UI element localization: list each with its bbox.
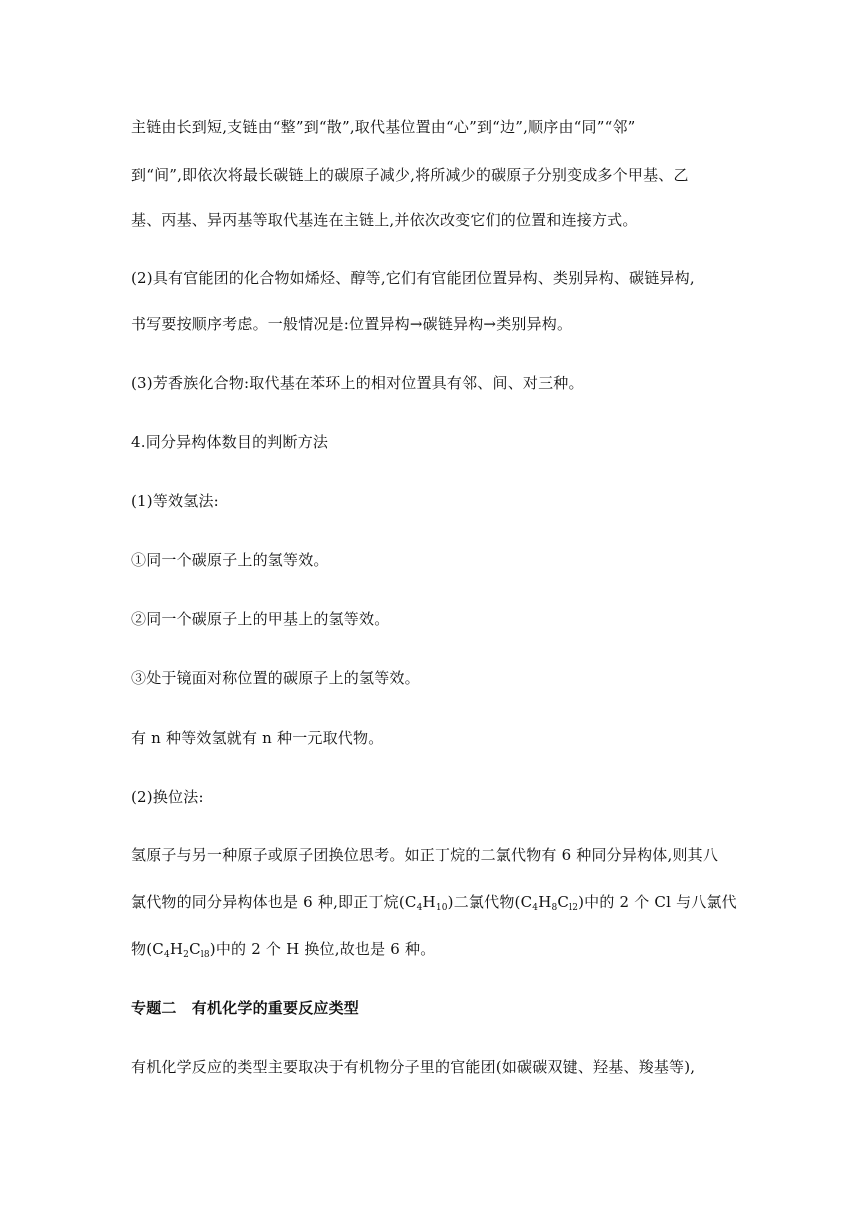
subscript: l8 (200, 950, 210, 960)
subscript: 4 (416, 903, 423, 913)
text-run: 物(C (131, 940, 164, 958)
list-item: ①同一个碳原子上的氢等效。 (131, 551, 329, 569)
subscript: l2 (569, 903, 579, 913)
section-heading: 专题二 有机化学的重要反应类型 (131, 999, 360, 1017)
subscript: 2 (183, 950, 190, 960)
paragraph-line: (2)换位法: (131, 788, 204, 806)
subscript: 8 (551, 903, 558, 913)
paragraph-line: 基、丙基、异丙基等取代基连在主链上,并依次改变它们的位置和连接方式。 (131, 211, 638, 229)
paragraph-line: (3)芳香族化合物:取代基在苯环上的相对位置具有邻、间、对三种。 (131, 374, 584, 392)
text-run: H (169, 940, 184, 958)
list-item: ③处于镜面对称位置的碳原子上的氢等效。 (131, 669, 420, 687)
paragraph-line: (2)具有官能团的化合物如烯烃、醇等,它们有官能团位置异构、类别异构、碳链异构, (131, 269, 695, 287)
text-run: H (538, 893, 552, 911)
list-item: ②同一个碳原子上的甲基上的氢等效。 (131, 610, 390, 628)
paragraph-line: 有机化学反应的类型主要取决于有机物分子里的官能团(如碳碳双键、羟基、羧基等), (131, 1058, 696, 1076)
text-run: H (422, 893, 436, 911)
subscript: 4 (532, 903, 539, 913)
text-run: C (557, 893, 570, 911)
subscript: 10 (435, 903, 448, 913)
subscript: 4 (163, 950, 170, 960)
text-run: )中的 2 个 Cl 与八氯代 (578, 893, 737, 911)
paragraph-line: 主链由长到短,支链由“整”到“散”,取代基位置由“心”到“边”,顺序由“同”“邻” (131, 118, 636, 136)
paragraph-line: 氢原子与另一种原子或原子团换位思考。如正丁烷的二氯代物有 6 种同分异构体,则其八 (131, 846, 719, 864)
paragraph-line: 有 n 种等效氢就有 n 种一元取代物。 (131, 729, 384, 747)
section-title: 4.同分异构体数目的判断方法 (131, 433, 329, 451)
text-run: 氯代物的同分异构体也是 6 种,即正丁烷(C (131, 893, 417, 911)
paragraph-line: 到“间”,即依次将最长碳链上的碳原子减少,将所减少的碳原子分别变成多个甲基、乙 (131, 166, 689, 184)
paragraph-line: 书写要按顺序考虑。一般情况是:位置异构→碳链异构→类别异构。 (131, 315, 573, 333)
text-run: )中的 2 个 H 换位,故也是 6 种。 (209, 940, 436, 958)
paragraph-line-formula (131, 939, 741, 959)
text-run: )二氯代物(C (447, 893, 533, 911)
paragraph-line-formula (131, 892, 741, 912)
text-run: C (189, 940, 201, 958)
paragraph-line: (1)等效氢法: (131, 492, 219, 510)
